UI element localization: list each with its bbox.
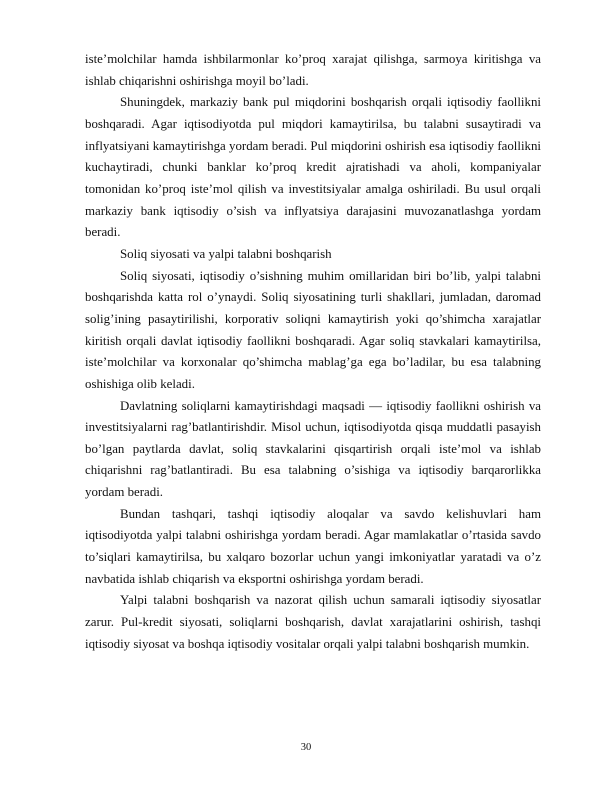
- paragraph-conclusion: Yalpi talabni boshqarish va nazorat qilish uchun samarali iqtisodiy siyosatlar zarur. Pul-kredit siyosati, soliqlarni boshqarish, davlat xarajatlarini oshirish, tashqi iqtisodiy siyosat va boshqa iqtisodiy vositalar orqali yalpi talabni boshqarish mumkin.: [85, 593, 541, 651]
- paragraph-continuation: iste’molchilar hamda ishbilarmonlar ko’proq xarajat qilishga, sarmoya kiritishga va ishlab chiqarishni oshirishga moyil bo’ladi.: [85, 52, 541, 88]
- section-heading-tax-policy: Soliq siyosati va yalpi talabni boshqarish: [120, 246, 332, 261]
- document-body: [85, 49, 541, 655]
- paragraph-foreign-trade: Bundan tashqari, tashqi iqtisodiy aloqalar va savdo kelishuvlari ham iqtisodiyotda yalpi talabni oshirishga yordam beradi. Agar mamlakatlar o’rtasida savdo to’siqlari kamaytirilsa, bu xalqaro bozorlar uchun yangi imkoniyatlar yaratadi va o’z navbatida ishlab chiqarish va eksportni oshirishga yordam beradi.: [85, 506, 541, 586]
- paragraph-tax-reduction-goal: Davlatning soliqlarni kamaytirishdagi maqsadi — iqtisodiy faollikni oshirish va investitsiyalarni rag’batlantirishdir. Misol uchun, iqtisodiyotda qisqa muddatli pasayish bo’lgan paytlarda davlat, soliq stavkalarini qisqartirish orqali iste’mol va ishlab chiqarishni rag’batlantiradi. Bu esa talabning o’sishiga va iqtisodiy barqarorlikka yordam beradi.: [85, 398, 541, 500]
- page-number: 30: [300, 742, 312, 753]
- paragraph-tax-policy: Soliq siyosati, iqtisodiy o’sishning muhim omillaridan biri bo’lib, yalpi talabni boshqarishda katta rol o’ynaydi. Soliq siyosatining turli shakllari, jumladan, daromad solig’ining pasaytirilishi, korporativ soliqni kamaytirish yoki qo’shimcha xarajatlar kiritish orqali davlat iqtisodiy faollikni boshqaradi. Agar soliq stavkalari kamaytirilsa, iste’molchilar va korxonalar qo’shimcha mablag’ga ega bo’ladilar, bu esa talabning oshishiga olib keladi.: [85, 268, 541, 391]
- paragraph-central-bank: Shuningdek, markaziy bank pul miqdorini boshqarish orqali iqtisodiy faollikni boshqaradi. Agar iqtisodiyotda pul miqdori kamaytirilsa, bu talabni susaytiradi va inflyatsiyani kamaytirishga yordam beradi. Pul miqdorini oshirish esa iqtisodiy faollikni kuchaytiradi, chunki banklar ko’proq kredit ajratishadi va aholi, kompaniyalar tomonidan ko’proq iste’mol qilish va investitsiyalar amalga oshiriladi. Bu usul orqali markaziy bank iqtisodiy o’sish va inflyatsiya darajasini muvozanatlashga yordam beradi.: [85, 95, 541, 240]
